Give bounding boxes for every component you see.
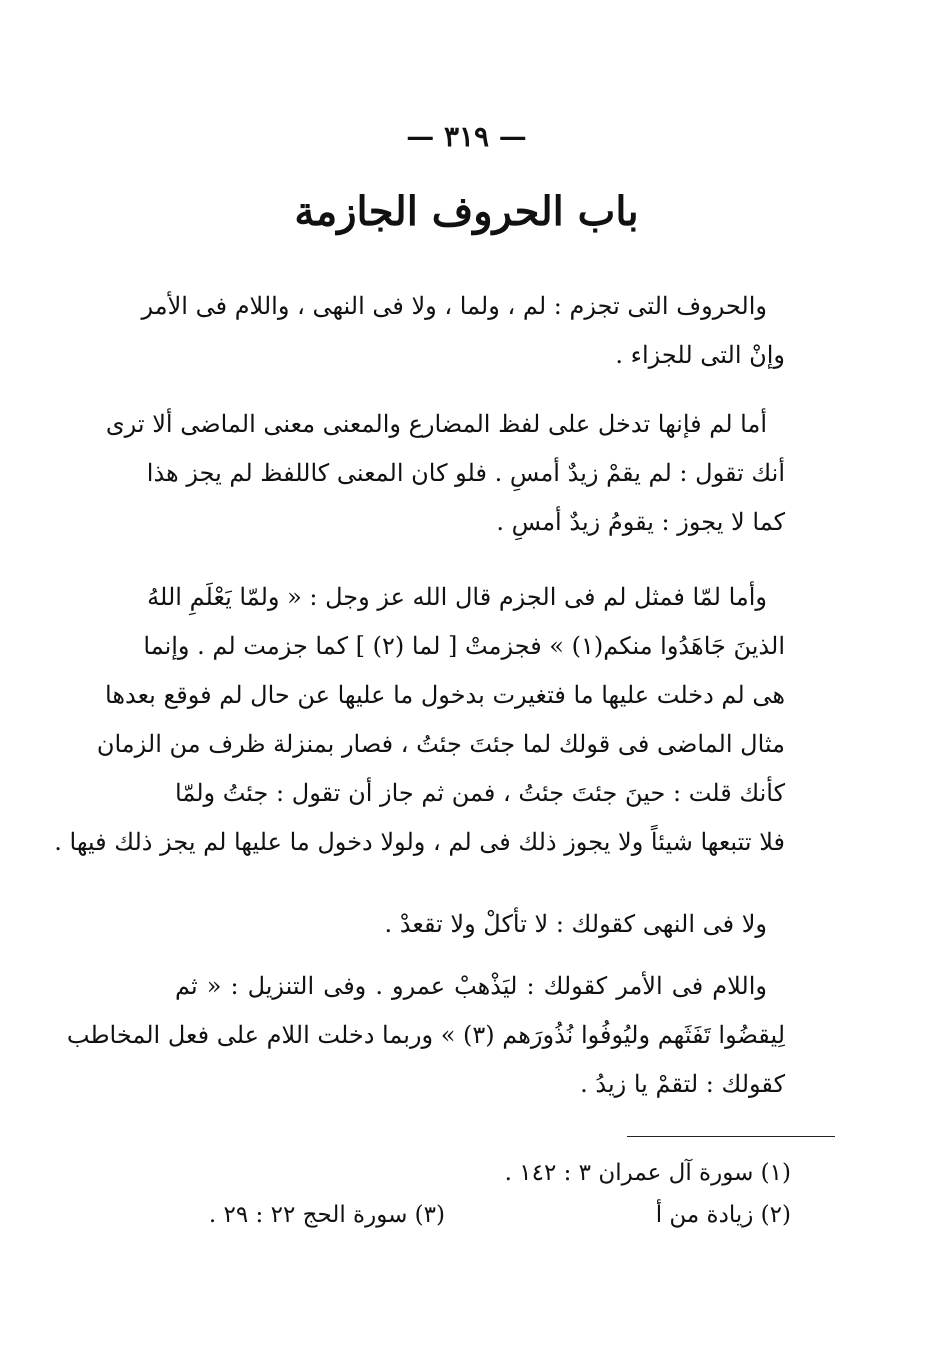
text-line: كقولك : لتقمْ يا زيدُ . — [580, 1070, 785, 1098]
footnote-divider — [627, 1136, 835, 1137]
text-line: هى لم دخلت عليها ما فتغيرت بدخول ما عليها عن حال لم فوقع بعدها — [105, 681, 785, 709]
text-line: وإنْ التى للجزاء . — [615, 341, 785, 369]
text-line: واللام فى الأمر كقولك : ليَذْهبْ عمرو . وفى التنزيل : « ثم — [175, 972, 767, 1000]
text-line: أما لم فإنها تدخل على لفظ المضارع والمعنى معنى الماضى ألا ترى — [105, 410, 767, 438]
text-line: ولا فى النهى كقولك : لا تأكلْ ولا تقعدْ . — [384, 910, 767, 938]
paragraph-1 — [141, 282, 785, 380]
text-line: كما لا يجوز : يقومُ زيدٌ أمسِ . — [496, 508, 785, 536]
page-number: — ٣١٩ — — [406, 120, 527, 153]
paragraph-4 — [175, 900, 785, 949]
text-line: والحروف التى تجزم : لم ، ولما ، ولا فى النهى ، واللام فى الأمر — [141, 292, 767, 320]
text-line: مثال الماضى فى قولك لما جئتَ جئتُ ، فصار بمنزلة ظرف من الزمان — [96, 730, 785, 758]
text-line: فلا تتبعها شيئاً ولا يجوز ذلك فى لم ، ولولا دخول ما عليها لم يجز ذلك فيها . — [54, 828, 785, 856]
text-line: كأنك قلت : حينَ جئتَ جئتُ ، فمن ثم جاز أن تقول : جئتُ ولمّا — [175, 779, 785, 807]
text-line: وأما لمّا فمثل لم فى الجزم قال الله عز وجل : « ولمّا يَعْلَمِ اللهُ — [147, 583, 767, 611]
paragraph-5 — [66, 962, 785, 1109]
paragraph-3 — [54, 573, 785, 867]
chapter-title: باب الحروف الجازمة — [294, 188, 639, 235]
footnote-3: (٣) سورة الحج ٢٢ : ٢٩ . — [208, 1202, 445, 1228]
footnote-1: (١) سورة آل عمران ٣ : ١٤٢ . — [504, 1160, 791, 1186]
text-line: لِيقضُوا تَفَثَهم وليُوفُوا نُذُورَهم (٣) » وربما دخلت اللام على فعل المخاطب — [66, 1021, 785, 1049]
text-line: الذينَ جَاهَدُوا منكم(١) » فجزمتْ [ لما (٢) ] كما جزمت لم . وإنما — [143, 632, 785, 660]
paragraph-2 — [105, 400, 785, 547]
footnote-2: (٢) زيادة من أ — [655, 1202, 791, 1228]
text-line: أنك تقول : لم يقمْ زيدٌ أمسِ . فلو كان المعنى كاللفظ لم يجز هذا — [146, 459, 785, 487]
